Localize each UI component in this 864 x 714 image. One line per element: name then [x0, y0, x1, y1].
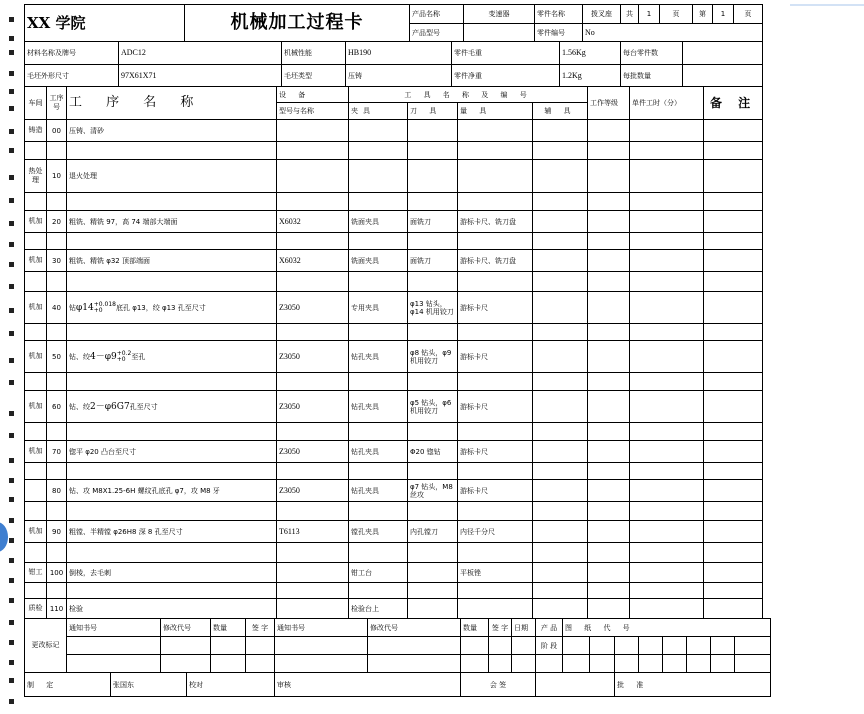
cell-gauge [458, 160, 533, 193]
cell-cutter [408, 599, 458, 619]
review-label: 审核 [275, 673, 461, 697]
cell-fixture: 钻孔夹具 [349, 480, 408, 502]
bullet-mark [9, 578, 14, 583]
bullet-mark [9, 89, 14, 94]
date-label-2: 日期 [512, 619, 536, 637]
table-row [25, 521, 763, 543]
cell-fixture [349, 120, 408, 142]
bullet-mark [9, 660, 14, 665]
cell-workshop [25, 480, 47, 502]
cell-workshop: 机加 [25, 521, 47, 543]
cell-gauge: 游标卡尺 [458, 292, 533, 324]
cell-op-name: 倒棱，去毛刺 [67, 563, 277, 583]
blank-weight-value: 1.56Kg [560, 42, 621, 65]
bullet-mark [9, 148, 14, 153]
table-row [25, 563, 763, 583]
cell-machine: Z3050 [277, 341, 349, 373]
table-row [25, 120, 763, 142]
performance-value: HB190 [346, 42, 452, 65]
bullet-mark [9, 478, 14, 483]
col-time: 单件工时（分） [630, 87, 704, 120]
table-row [25, 391, 763, 423]
table-row-spacer [25, 423, 763, 441]
op-name-suffix: 至孔 [131, 352, 146, 361]
product-name: 变速器 [464, 5, 535, 24]
table-row-spacer [25, 502, 763, 521]
op-name-prefix: 钻、绞 [69, 402, 90, 411]
cell-op-no: 100 [47, 563, 67, 583]
cell-machine [277, 599, 349, 619]
cell-cutter: 面铣刀 [408, 211, 458, 233]
op-name-prefix: 钻 [69, 303, 76, 312]
ruler-line [790, 4, 864, 6]
cell-fixture: 钻孔夹具 [349, 441, 408, 463]
col-tooling: 工 具 名 称 及 编 号 [349, 87, 588, 103]
cell-op-name: 粗铣、精铣 φ32 顶部端面 [67, 250, 277, 272]
cell-machine [277, 563, 349, 583]
cell-cutter: Φ20 锪钻 [408, 441, 458, 463]
cell-gauge: 游标卡尺、铣刀盘 [458, 250, 533, 272]
cell-gauge: 游标卡尺 [458, 391, 533, 423]
check-label: 校对 [187, 673, 275, 697]
cell-workshop: 机加 [25, 391, 47, 423]
cell-cutter: 面铣刀 [408, 250, 458, 272]
cell-fixture: 镗孔夹具 [349, 521, 408, 543]
bullet-mark [9, 380, 14, 385]
cell-op-name [67, 292, 277, 324]
sign-label-2: 签 字 [489, 619, 512, 637]
bullet-mark [9, 17, 14, 22]
drafter-name: 张国东 [111, 673, 187, 697]
cell-op-no: 30 [47, 250, 67, 272]
cell-machine [277, 160, 349, 193]
cell-op-no: 70 [47, 441, 67, 463]
table-row [25, 480, 763, 502]
approve-label: 批 准 [615, 673, 771, 697]
table-row [25, 160, 763, 193]
part-no-label: 零件编号 [535, 24, 583, 42]
cell-workshop: 机加 [25, 211, 47, 233]
bullet-mark [9, 558, 14, 563]
page-unit-2: 页 [734, 5, 763, 24]
cell-workshop: 机加 [25, 341, 47, 373]
bullet-mark [9, 129, 14, 134]
stage-label: 阶 段 [536, 637, 563, 655]
blank-type-value: 压铸 [346, 65, 452, 87]
change-no-label-2: 修改代号 [368, 619, 461, 637]
cell-machine [277, 120, 349, 142]
tolerance-upper: +0.2 [116, 349, 132, 357]
material-value: ADC12 [119, 42, 282, 65]
product-label: 产 品 [536, 619, 563, 637]
cell-workshop: 钳工 [25, 563, 47, 583]
notice-no-label: 通知书号 [67, 619, 161, 637]
bullet-mark [9, 411, 14, 416]
table-row [25, 341, 763, 373]
cell-op-name: 粗镗、半精镗 φ26H8 深 8 孔至尺寸 [67, 521, 277, 543]
table-row-spacer [25, 543, 763, 563]
table-row-spacer [25, 324, 763, 341]
bullet-mark [9, 538, 14, 543]
tolerance-formula: 2－φ6G7 [90, 401, 130, 412]
cell-fixture: 钳工台 [349, 563, 408, 583]
bullet-mark [9, 221, 14, 226]
cell-op-name: 压铸、清砂 [67, 120, 277, 142]
col-workshop: 车间 [25, 87, 47, 120]
col-remark: 备 注 [704, 87, 763, 120]
school-name: XX 学院 [25, 5, 185, 42]
cell-workshop: 质检 [25, 599, 47, 619]
bullet-mark [9, 106, 14, 111]
cell-machine: Z3050 [277, 441, 349, 463]
cell-machine: Z3050 [277, 292, 349, 324]
cell-op-no: 00 [47, 120, 67, 142]
countersign-label: 会 签 [461, 673, 536, 697]
performance-label: 机械性能 [282, 42, 346, 65]
cell-fixture: 铣面夹具 [349, 211, 408, 233]
bullet-mark [9, 640, 14, 645]
cell-op-name: 退火处理 [67, 160, 277, 193]
cell-workshop: 铸造 [25, 120, 47, 142]
cell-gauge: 游标卡尺 [458, 441, 533, 463]
cell-gauge [458, 120, 533, 142]
qty-label-2: 数量 [461, 619, 489, 637]
cell-machine: X6032 [277, 250, 349, 272]
cell-fixture: 专用夹具 [349, 292, 408, 324]
bullet-mark [9, 284, 14, 289]
card-title: 机械加工过程卡 [185, 5, 410, 42]
col-gauge: 量 具 [458, 103, 533, 120]
op-name-suffix: 孔至尺寸 [129, 402, 158, 411]
tolerance-formula: 4－φ9 [90, 351, 117, 362]
bullet-mark [9, 433, 14, 438]
cell-machine: Z3050 [277, 480, 349, 502]
cell-fixture: 钻孔夹具 [349, 391, 408, 423]
cell-cutter [408, 120, 458, 142]
col-grade: 工作等级 [588, 87, 630, 120]
per-unit-label: 每台零件数 [621, 42, 683, 65]
tolerance-formula: φ14 [76, 302, 94, 313]
cell-op-no: 10 [47, 160, 67, 193]
bullet-mark [9, 198, 14, 203]
cell-op-name [67, 391, 277, 423]
cell-fixture: 钻孔夹具 [349, 341, 408, 373]
bullet-column [0, 0, 24, 714]
cell-op-name [67, 341, 277, 373]
blank-weight-label: 零件毛重 [452, 42, 560, 65]
part-no: No [583, 24, 763, 42]
operations-table [24, 86, 763, 619]
table-row [25, 211, 763, 233]
tolerance-lower: +0 [116, 355, 126, 363]
bullet-mark [9, 262, 14, 267]
cell-machine: T6113 [277, 521, 349, 543]
cell-workshop: 热处理 [25, 160, 47, 193]
cell-gauge: 游标卡尺 [458, 341, 533, 373]
total-label: 共 [621, 5, 639, 24]
cell-workshop: 机加 [25, 292, 47, 324]
part-name: 拨叉座 [583, 5, 621, 24]
cell-op-name: 粗铣、精铣 97，高 74 端部大端面 [67, 211, 277, 233]
cell-gauge [458, 599, 533, 619]
notice-no-label-2: 通知书号 [275, 619, 368, 637]
product-name-label: 产品名称 [410, 5, 464, 24]
page-no: 1 [713, 5, 734, 24]
tolerance-stack [117, 351, 132, 363]
cell-op-no: 20 [47, 211, 67, 233]
page-label: 第 [693, 5, 713, 24]
bullet-mark [9, 620, 14, 625]
cell-workshop: 机加 [25, 250, 47, 272]
table-row-spacer [25, 373, 763, 391]
bullet-mark [9, 50, 14, 55]
table-row [25, 250, 763, 272]
blank-type-label: 毛坯类型 [282, 65, 346, 87]
header-table [24, 4, 763, 42]
col-equip-model: 型号与名称 [277, 103, 349, 120]
bullet-mark [9, 678, 14, 683]
drafted-label: 制 定 [25, 673, 111, 697]
bullet-mark [9, 358, 14, 363]
table-row [25, 441, 763, 463]
bullet-mark [9, 308, 14, 313]
cell-fixture [349, 160, 408, 193]
table-row-spacer [25, 142, 763, 160]
cell-cutter: φ13 钻头，φ14 机用铰刀 [408, 292, 458, 324]
cell-cutter: φ8 钻头，φ9 机用铰刀 [408, 341, 458, 373]
page-unit: 页 [660, 5, 693, 24]
tolerance-upper: +0.018 [93, 300, 116, 308]
bullet-mark [9, 497, 14, 502]
bullet-mark [9, 458, 14, 463]
col-aux: 辅 具 [533, 103, 588, 120]
drawing-label: 图 纸 代 号 [563, 619, 771, 637]
qty-label: 数量 [211, 619, 246, 637]
cell-gauge: 内径千分尺 [458, 521, 533, 543]
cell-op-no: 90 [47, 521, 67, 543]
bullet-mark [9, 699, 14, 704]
cell-op-no: 50 [47, 341, 67, 373]
bullet-mark [9, 175, 14, 180]
col-op-no: 工序号 [47, 87, 67, 120]
cell-workshop: 机加 [25, 441, 47, 463]
sign-label: 签 字 [246, 619, 275, 637]
part-name-label: 零件名称 [535, 5, 583, 24]
net-weight-label: 零件净重 [452, 65, 560, 87]
cell-machine: Z3050 [277, 391, 349, 423]
table-row-spacer [25, 272, 763, 292]
col-cutter: 刀 具 [408, 103, 458, 120]
footer-table [24, 618, 771, 697]
blank-size-value: 97X61X71 [119, 65, 282, 87]
material-label: 材料名称及牌号 [25, 42, 119, 65]
blank-size-label: 毛坯外形尺寸 [25, 65, 119, 87]
change-no-label: 修改代号 [161, 619, 211, 637]
total-pages: 1 [639, 5, 660, 24]
op-name-suffix: 底孔 φ13，绞 φ13 孔至尺寸 [115, 303, 206, 312]
bullet-mark [9, 598, 14, 603]
cell-gauge: 平板锉 [458, 563, 533, 583]
table-row-spacer [25, 193, 763, 211]
cell-op-name: 检验 [67, 599, 277, 619]
cell-cutter: φ5 钻头，φ6 机用铰刀 [408, 391, 458, 423]
cell-cutter: φ7 钻头，M8 丝攻 [408, 480, 458, 502]
cell-gauge: 游标卡尺、铣刀盘 [458, 211, 533, 233]
col-equipment: 设 备 [277, 87, 349, 103]
product-model-label: 产品型号 [410, 24, 464, 42]
bullet-mark [9, 331, 14, 336]
cell-cutter [408, 160, 458, 193]
cell-op-no: 40 [47, 292, 67, 324]
net-weight-value: 1.2Kg [560, 65, 621, 87]
table-row-spacer [25, 583, 763, 599]
process-card [24, 4, 762, 710]
bullet-mark [9, 71, 14, 76]
cell-fixture: 检验台上 [349, 599, 408, 619]
bullet-mark [9, 518, 14, 523]
cell-cutter [408, 563, 458, 583]
op-name-prefix: 钻、绞 [69, 352, 90, 361]
table-row [25, 599, 763, 619]
cell-machine: X6032 [277, 211, 349, 233]
cell-op-no: 110 [47, 599, 67, 619]
table-row-spacer [25, 233, 763, 250]
cell-op-no: 60 [47, 391, 67, 423]
bullet-mark [9, 242, 14, 247]
cell-fixture: 铣面夹具 [349, 250, 408, 272]
cell-cutter: 内孔镗刀 [408, 521, 458, 543]
batch-label: 每批数量 [621, 65, 683, 87]
col-op-name: 工 序 名 称 [67, 87, 277, 120]
cell-op-name: 锪平 φ20 凸台至尺寸 [67, 441, 277, 463]
table-row-spacer [25, 463, 763, 480]
cell-gauge: 游标卡尺 [458, 480, 533, 502]
col-fixture: 夹具 [349, 103, 408, 120]
tolerance-stack [94, 302, 116, 314]
table-row [25, 292, 763, 324]
change-mark-label: 更改标记 [25, 619, 67, 673]
cell-op-name: 钻、攻 M8X1.25-6H 螺纹孔底孔 φ7，攻 M8 牙 [67, 480, 277, 502]
tolerance-lower: +0 [93, 306, 103, 314]
cell-op-no: 80 [47, 480, 67, 502]
material-table [24, 41, 763, 87]
bullet-mark [9, 36, 14, 41]
